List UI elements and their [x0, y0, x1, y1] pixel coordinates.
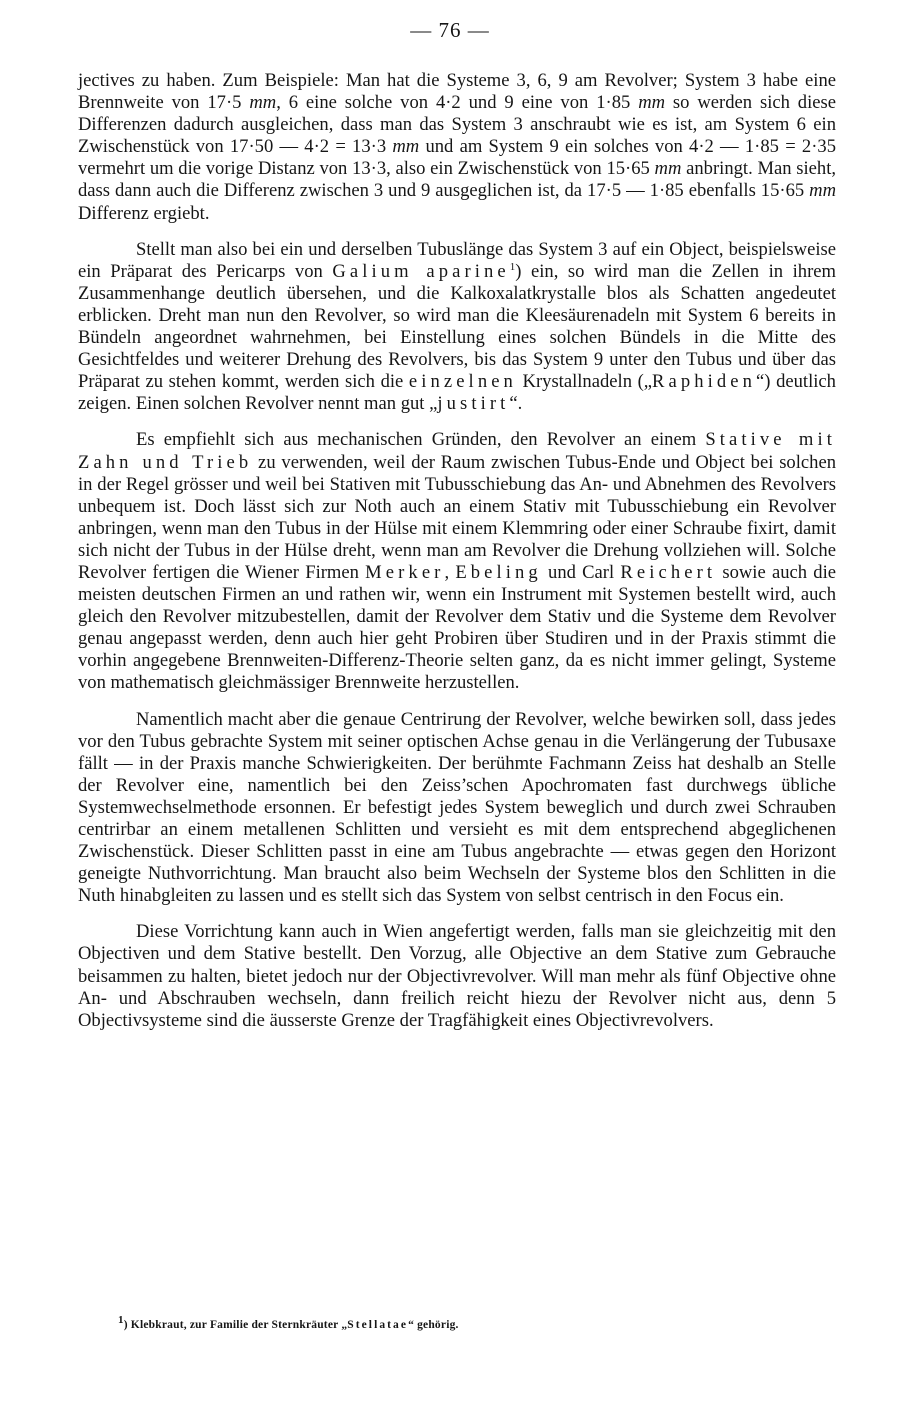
- paragraph: [78, 70, 836, 225]
- text-spaced: justirt: [437, 393, 510, 415]
- text-sup: 1: [509, 260, 516, 273]
- text-run: ,: [444, 561, 456, 583]
- text-run: Differenz ergiebt.: [78, 202, 210, 224]
- text-run: zu verwenden, weil der Raum zwischen Tubus-Ende und Object bei solchen in der Regel grösser und weil bei Stativen mit Tubusschiebung das An- und Abnehmen des Revolvers unbequem ist. Doch lässt sich zur Noth auch an einem Stativ mit Tubusschiebung ein Revolver anbringen, wenn man den Tubus in der Hülse mit einem Klemmring oder einer Schraube fixirt, damit sich nicht der Tubus in der Hülse dreht, wenn man am Revolver die Drehung vollziehen will. Solche Revolver fertigen die Wiener Firmen: [78, 451, 836, 583]
- paragraph: [78, 239, 836, 416]
- footnote-term: Stellatae: [347, 1319, 409, 1331]
- footnote-text: ) Klebkraut, zur Familie der Sternkräuter „: [123, 1319, 348, 1331]
- text-run: anbringt. Man sieht, dass dann auch die Differenz zwischen 3 und 9 ausgeglichen ist, da 17·5 — 1·85 ebenfalls 15·65: [78, 158, 837, 202]
- text-spaced: Ebeling: [455, 561, 542, 583]
- text-italic: mm: [809, 180, 836, 202]
- text-italic: mm: [638, 92, 666, 114]
- page-number: — 76 —: [410, 18, 490, 42]
- text-run: und Carl: [541, 561, 621, 583]
- text-run: ) ein, so wird man die Zellen in ihrem Zusammenhange deutlich übersehen, und die Kalkoxalatkrystalle blos als Schatten angedeutet erblicken. Dreht man nun den Revolver, so wird man die Kleesäurenadeln mit System 6 bereits in Bündeln angeordnet wahrnehmen, bei Einstellung eines solchen Bündels in die Mitte des Gesichtfeldes und weiterer Drehung des Revolvers, bis das System 9 unter den Tubus und über das Präparat zu stehen kommt, werden sich die: [78, 260, 836, 393]
- text-spaced: Merker: [365, 561, 445, 583]
- text-spaced: Stative mit Zahn und Trieb: [78, 429, 836, 473]
- text-spaced: Reichert: [620, 561, 717, 583]
- body-text: [78, 70, 836, 1046]
- text-run: Es empfiehlt sich aus mechanischen Gründen, den Revolver an einem: [136, 429, 706, 451]
- text-run: jectives zu haben. Zum Beispiele: Man hat die Systeme 3, 6, 9 am Revolver; System 3 habe eine Brennweite von 17·5: [78, 70, 836, 114]
- text-run: Namentlich macht aber die genaue Centrirung der Revolver, welche bewirken soll, dass jedes vor den Tubus gebrachte System mit seiner optischen Achse genau in die Verlängerung der Tubusaxe fällt — in der Praxis manche Schwierigkeiten. Der berühmte Fachmann Zeiss hat deshalb an Stelle der Revolver eine, namentlich bei den Zeiss’schen Apochromaten fast durchwegs übliche Systemwechselmethode ersonnen. Er befestigt jedes System beweglich und durch zwei Schrauben centrirbar an einem metallenen Schlitten und versieht es mit dem entsprechend abgeglichenen Zwischenstück. Dieser Schlitten passt in eine am Tubus angebrachte — etwas gegen den Horizont geneigte Nuthvorrichtung. Man braucht also beim Wechseln der Systeme blos den Schlitten in die Nuth hinabgleiten zu lassen und es stellt sich das System von selbst centrisch in den Focus ein.: [78, 708, 836, 907]
- text-italic: mm: [392, 136, 420, 158]
- footnote-marker: 1: [118, 1314, 124, 1327]
- text-run: sowie auch die meisten deutschen Firmen an und rathen wir, wenn ein Instrument mit Systemen bestellt wird, auch gleich den Revolver mitzubestellen, damit der Revolver dem Stativ und die Systeme dem Revolver genau angepasst werden, denn auch hier geht Probiren über Studiren und in der Praxis stimmt die vorhin angegebene Brennweiten-Differenz-Theorie selten ganz, da es nicht immer gelingt, Systeme von mathematisch gleichmässiger Brennweite herzustellen.: [78, 561, 836, 694]
- paragraph: [78, 921, 836, 1031]
- text-spaced: Galium aparine: [332, 260, 510, 282]
- text-spaced: Raphiden: [652, 371, 757, 393]
- text-italic: mm: [654, 158, 682, 180]
- text-run: “.: [509, 393, 523, 415]
- text-run: so werden sich diese Differenzen dadurch ausgleichen, dass man das System 3 anschraubt wie es ist, am System 6 ein Zwischenstück von 17·50 — 4·2 = 13·3: [78, 92, 836, 158]
- footnote-text-end: “ gehörig.: [408, 1319, 459, 1331]
- text-run: Stellt man also bei ein und derselben Tubuslänge das System 3 auf ein Object, beispielsweise ein Präparat des Pericarps von: [78, 238, 836, 282]
- text-run: und am System 9 ein solches von 4·2 — 1·85 = 2·35 vermehrt um die vorige Distanz von 13·3, also ein Zwischenstück von 15·65: [78, 136, 836, 180]
- text-run: Krystallnadeln („: [516, 371, 653, 393]
- text-run: , 6 eine solche von 4·2 und 9 eine von 1·85: [276, 92, 639, 114]
- text-spaced: einzelnen: [408, 371, 517, 393]
- paragraph: [78, 709, 836, 908]
- footnote: [118, 1314, 818, 1332]
- text-run: “) deutlich zeigen. Einen solchen Revolver nennt man gut „: [78, 371, 836, 415]
- text-run: Diese Vorrichtung kann auch in Wien angefertigt werden, falls man sie gleichzeitig mit den Objectiven und dem Stative bestellt. Den Vorzug, alle Objective an dem Stative zum Gebrauche beisammen zu halten, bietet jedoch nur der Objectivrevolver. Will man mehr als fünf Objective ohne An- und Abschrauben wechseln, dann freilich reicht hiezu der Revolver nicht aus, denn 5 Objectivsysteme sind die äusserste Grenze der Tragfähigkeit eines Objectivrevolvers.: [78, 921, 836, 1031]
- paragraph: [78, 429, 836, 694]
- text-italic: mm: [249, 92, 277, 114]
